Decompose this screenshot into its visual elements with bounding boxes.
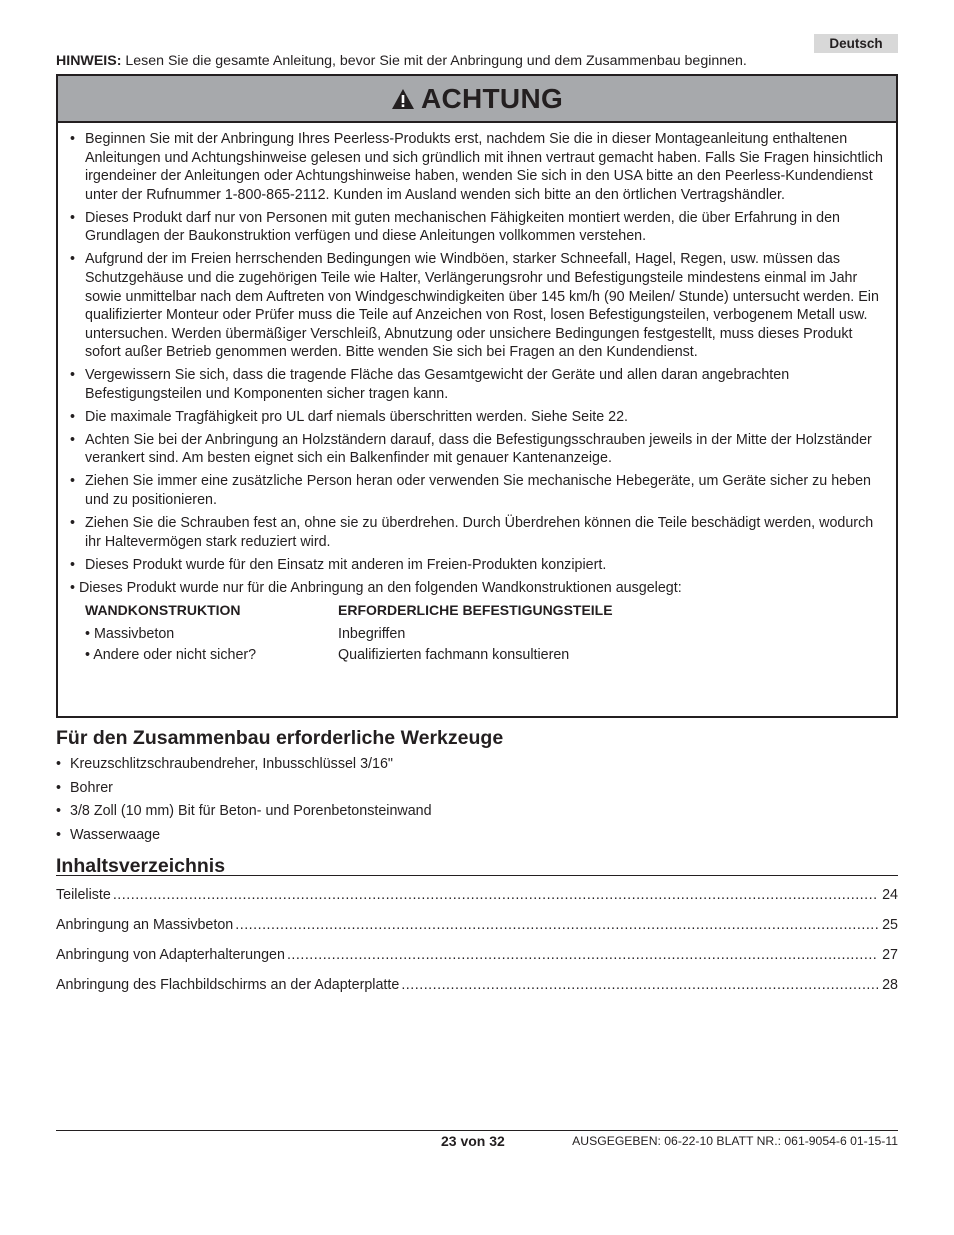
wall-cell-hardware: Inbegriffen xyxy=(338,626,406,643)
notice-line xyxy=(56,53,747,69)
footer-page-number: 23 von 32 xyxy=(441,1133,505,1149)
toc-entry-page: 25 xyxy=(882,917,898,933)
warning-item: • Aufgrund der im Freien herrschenden Bedingungen wie Windböen, starker Schneefall, Hagel, Regen, usw. müssen das Schutzgehäuse und die zugehörigen Teile wie Halter, Verlängerungsrohr und Befestigungsteile mindestens einmal im Jahr sowie unmittelbar nach dem Auftreten von Windgeschwindigkeiten über 145 km/h (90 Meilen/ Stunde) untersucht werden. Ein qualifizierter Monteur oder Prüfer muss die Teile auf Anzeichen von Rost, losen Befestigungsteilen, verbogenem Metall usw. untersuchen. Werden übermäßiger Verschleiß, Abnutzung oder unsichere Bedingungen festgestellt, muss dieses Produkt sofort außer Betrieb genommen werden. Bitte wenden Sie sich bei Fragen an den Kundendienst. xyxy=(70,250,884,362)
toc-entry[interactable] xyxy=(56,917,898,947)
toc-entry-title: Anbringung an Massivbeton xyxy=(56,917,234,933)
wall-table-row xyxy=(85,645,884,666)
warning-item: • Ziehen Sie immer eine zusätzliche Person heran oder verwenden Sie mechanische Hebegeräte, um Geräte sicher zu heben und zu positionieren. xyxy=(70,472,884,509)
toc-leader-dots xyxy=(401,977,878,993)
toc-entry[interactable] xyxy=(56,887,898,917)
warning-box xyxy=(56,74,898,718)
toc-entry-title: Anbringung des Flachbildschirms an der Adapterplatte xyxy=(56,977,400,993)
tool-item: • Wasserwaage xyxy=(56,825,432,849)
wall-header-hardware: ERFORDERLICHE BEFESTIGUNGSTEILE xyxy=(338,601,613,618)
toc-entry-page: 27 xyxy=(882,947,898,963)
wall-cell-construction: • Andere oder nicht sicher? xyxy=(85,647,257,664)
toc-entry[interactable] xyxy=(56,947,898,977)
table-of-contents xyxy=(56,887,898,1007)
warning-item: • Ziehen Sie die Schrauben fest an, ohne sie zu überdrehen. Durch Überdrehen können die Teile beschädigt werden, wodurch ihr Haltevermögen stark reduziert wird. xyxy=(70,514,884,551)
warning-item: • Dieses Produkt wurde für den Einsatz mit anderen im Freien-Produkten konzipiert. xyxy=(70,556,884,575)
wall-cell-hardware: Qualifizierten fachmann konsultieren xyxy=(338,647,570,664)
language-tab: Deutsch xyxy=(814,34,898,53)
wall-cell-construction: • Massivbeton xyxy=(85,626,175,643)
toc-entry[interactable] xyxy=(56,977,898,1007)
tools-heading: Für den Zusammenbau erforderliche Werkzeuge xyxy=(56,727,504,749)
notice-label: HINWEIS: xyxy=(56,53,122,69)
wall-table-row xyxy=(85,624,884,645)
warning-item: • Achten Sie bei der Anbringung an Holzständern darauf, dass die Befestigungsschrauben jeweils in der Mitte der Holzständer verankert sind. Am besten eignet sich ein Balkenfinder mit genauer Kantenanzeige. xyxy=(70,431,884,468)
toc-entry-title: Teileliste xyxy=(56,887,111,903)
warning-list xyxy=(70,130,884,574)
tool-item: • Bohrer xyxy=(56,778,432,802)
toc-divider xyxy=(56,875,898,876)
wall-header-construction: WANDKONSTRUKTION xyxy=(85,601,241,618)
warning-header xyxy=(58,76,896,123)
warning-item: • Vergewissern Sie sich, dass die tragende Fläche das Gesamtgewicht der Geräte und allen daran angebrachten Befestigungsteilen und Komponenten sicher tragen kann. xyxy=(70,366,884,403)
toc-entry-title: Anbringung von Adapterhalterungen xyxy=(56,947,285,963)
warning-item: • Dieses Produkt darf nur von Personen mit guten mechanischen Fähigkeiten montiert werden, die über Erfahrung in den Grundlagen der Baukonstruktion verfügen und diese Anleitungen vollkommen verstehen. xyxy=(70,209,884,246)
footer-issue-info: AUSGEGEBEN: 06-22-10 BLATT NR.: 061-9054-6 01-15-11 xyxy=(572,1134,898,1148)
tools-list xyxy=(56,754,432,848)
warning-triangle-icon xyxy=(391,88,415,110)
wall-construction-table xyxy=(85,599,884,666)
tool-item: • 3/8 Zoll (10 mm) Bit für Beton- und Porenbetonsteinwand xyxy=(56,801,432,825)
notice-text: Lesen Sie die gesamte Anleitung, bevor Sie mit der Anbringung und dem Zusammenbau beginnen. xyxy=(121,53,747,69)
toc-leader-dots xyxy=(287,947,878,963)
footer-divider xyxy=(56,1130,898,1131)
toc-leader-dots xyxy=(235,917,878,933)
warning-body xyxy=(58,123,896,666)
toc-leader-dots xyxy=(113,887,878,903)
wall-table-header xyxy=(85,599,884,621)
wall-construction-intro: • Dieses Produkt wurde nur für die Anbringung an den folgenden Wandkonstruktionen ausgelegt: xyxy=(70,579,682,596)
warning-title: ACHTUNG xyxy=(420,82,564,114)
toc-entry-page: 28 xyxy=(882,977,898,993)
toc-heading: Inhaltsverzeichnis xyxy=(56,855,226,877)
warning-item: • Die maximale Tragfähigkeit pro UL darf niemals überschritten werden. Siehe Seite 22. xyxy=(70,408,884,427)
toc-entry-page: 24 xyxy=(882,887,898,903)
tool-item: • Kreuzschlitzschraubendreher, Inbusschlüssel 3/16" xyxy=(56,754,432,778)
warning-item: • Beginnen Sie mit der Anbringung Ihres Peerless-Produkts erst, nachdem Sie die in dieser Montageanleitung enthaltenen Anleitungen und Achtungshinweise gelesen und sich gründlich mit ihnen vertraut gemacht haben. Falls Sie Fragen hinsichtlich irgendeiner der Anleitungen oder Achtungshinweise haben, wenden Sie sich in den USA bitte an den Peerless-Kundendienst unter der Rufnummer 1-800-865-2112. Kunden im Ausland wenden sich bitte an den örtlichen Vertragshändler. xyxy=(70,130,884,204)
